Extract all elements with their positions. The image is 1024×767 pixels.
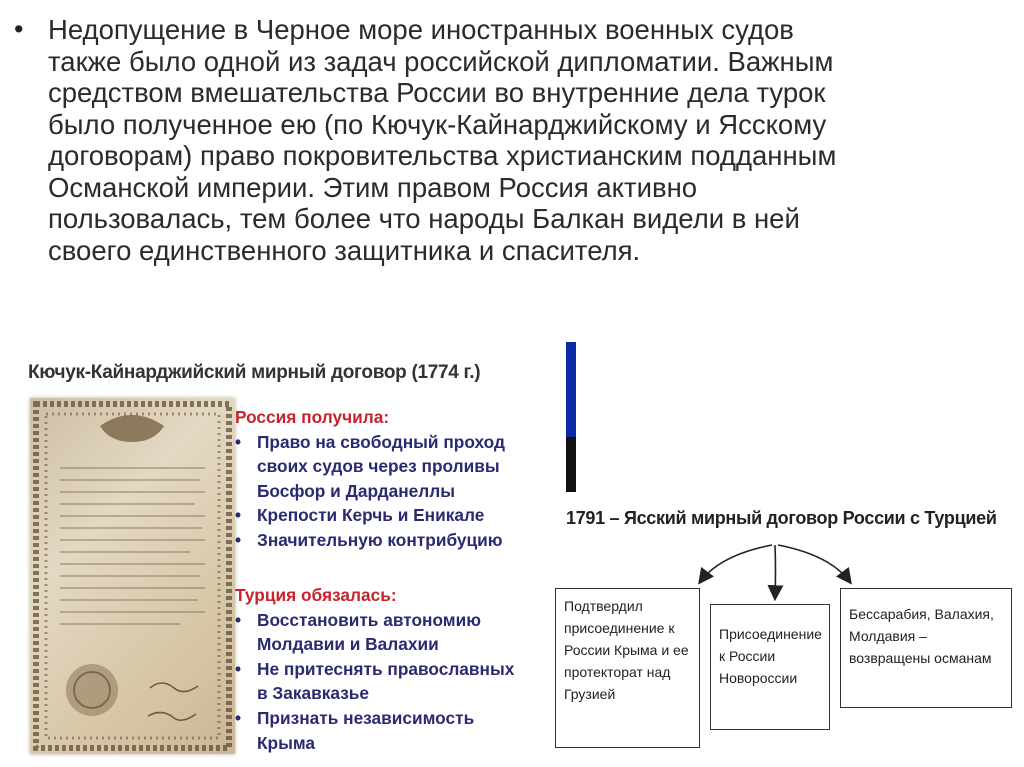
list-item (235, 657, 514, 706)
bullet-dot: • (235, 529, 242, 550)
list-item (235, 528, 505, 553)
list-item-line: Молдавии и Валахии (257, 634, 439, 655)
turkey-obliged-section (235, 583, 514, 755)
list-item (235, 503, 505, 528)
list-item-line: Крыма (257, 732, 316, 753)
list-item-line: Крепости Керчь и Еникале (257, 505, 485, 526)
list-item-line: Босфор и Дарданеллы (257, 480, 455, 501)
russia-got-heading: Россия получила: (235, 407, 390, 427)
paragraph-line: своего единственного защитника и спасителя. (48, 234, 641, 266)
paragraph-line: средством вмешательства России во внутренние дела турок (48, 77, 826, 108)
paragraph-line: было полученное ею (по Кючук-Кайнарджийскому и Ясскому (48, 108, 827, 140)
list-item-line: в Закавказье (257, 683, 370, 704)
yassy-box-novorossiya (710, 604, 830, 730)
list-item-line: Восстановить автономию (257, 609, 481, 630)
paragraph-line: пользовалась, тем более что народы Балкан видели в ней (48, 203, 800, 234)
kuchuk-title: Кючук-Кайнарджийский мирный договор (1774 г.) (28, 362, 481, 383)
box-line: Подтвердил (564, 598, 643, 614)
arrow-to-box-1 (700, 545, 772, 582)
list-item-line: Значительную контрибуцию (257, 529, 503, 550)
box-line: Бессарабия, Валахия, (849, 606, 994, 622)
box-line: Присоединение (719, 626, 822, 642)
paragraph-line: Недопущение в Черное море иностранных военных судов (48, 14, 794, 45)
box-line: возвращены османам (849, 650, 992, 666)
bullet-dot: • (235, 505, 242, 526)
paragraph-line: Османской империи. Этим правом Россия активно (48, 171, 698, 203)
list-item-line: Признать независимость (257, 707, 475, 728)
accent-bar-black (566, 437, 576, 492)
box-line: к России (719, 648, 776, 664)
box-line: Грузией (564, 686, 616, 702)
paragraph-line: также было одной из задач российской дипломатии. Важным (48, 45, 834, 77)
list-item-line: Право на свободный проход (257, 431, 505, 452)
paragraph-line: договорам) право покровительства христианским подданным (48, 140, 837, 171)
list-item (235, 608, 514, 657)
arrow-to-box-2 (775, 545, 776, 598)
accent-bar-blue (566, 342, 576, 437)
arrow-to-box-3 (778, 545, 850, 582)
main-paragraph (48, 14, 1013, 266)
bullet-dot: • (235, 658, 242, 679)
bullet-dot: • (235, 707, 242, 728)
box-line: присоединение к (564, 620, 675, 636)
list-item (235, 706, 514, 755)
russia-got-section (235, 405, 505, 553)
treaty-document-drawing (30, 398, 235, 754)
box-line: Новороссии (719, 670, 798, 686)
bullet-dot: • (235, 609, 242, 630)
yassy-box-bessarabia (840, 588, 1012, 708)
paragraph-bullet: • (14, 14, 24, 44)
list-item (235, 430, 505, 504)
list-item-line: своих судов через проливы (257, 456, 500, 477)
yassy-box-crimea (555, 588, 700, 748)
box-line: России Крыма и ее (564, 642, 689, 658)
box-line: Молдавия – (849, 628, 927, 644)
bullet-dot: • (235, 431, 242, 452)
box-line: протекторат над (564, 664, 671, 680)
treaty-document-image (30, 398, 235, 754)
list-item-line: Не притеснять православных (257, 658, 515, 679)
turkey-obliged-heading: Турция обязалась: (235, 585, 397, 605)
yassy-title: 1791 – Ясский мирный договор России с Турцией (566, 508, 997, 528)
